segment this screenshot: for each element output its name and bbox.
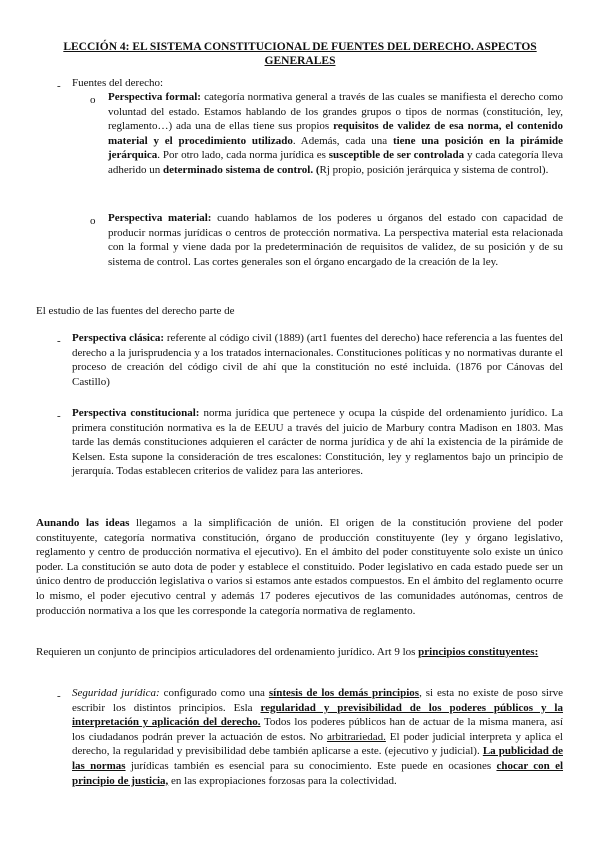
paragraph-aunando-ideas: Aunando las ideas llegamos a la simplificación de unión. El origen de la constitución proviene del poder constituyente, categoría normativa constitución, órgano de producción constituyente (ley y órgano legislativo, reglamento y centro de producción normativa el ejecutivo). En el ámbito del poder constituyente solo existe un único poder. La constitución se auto dota de poder y establece el constituido. Poder legislativo en cada estado puede ser un único dentro de producción legislativa o varios si estamos ante estados compuestos. En el ámbito del reglamento ocurre lo mismo, el poder ejecutivo central y además 17 poderes ejecutivos de las comunidades autónomas, centros de producción normativa a los que les corresponde la categoría normativa de reglamento. (36, 517, 564, 617)
section-heading-fuentes: Fuentes del derecho: (72, 77, 164, 89)
circle-bullet: o (90, 94, 96, 106)
term-principios-constituyentes: principios constituyentes: (418, 646, 539, 658)
paragraph-estudio-intro: El estudio de las fuentes del derecho parte de (36, 305, 235, 317)
dash-bullet: - (57, 80, 61, 92)
dash-bullet: - (57, 690, 61, 702)
term-aunando-ideas: Aunando las ideas (36, 517, 130, 529)
term-perspectiva-formal: Perspectiva formal: (108, 91, 201, 103)
paragraph-perspectiva-constitucional: Perspectiva constitucional: norma jurídica que pertenece y ocupa la cúspide del ordenamiento jurídico. La primera constitución normativa es la de EEUU a través del juicio de Marbury contra Madison en 1803. Mas tarde las demás constituciones adquieren el carácter de norma jurídica y de ahí la existencia de la pirámide de Kelsen. Esta supone la consideración de tres escalones: Constitución, ley y reglamentos bajo un principio de jerarquía. Todas establecen criterios de validez para las anteriores. (72, 407, 563, 478)
paragraph-perspectiva-clasica: Perspectiva clásica: referente al código civil (1889) (art1 fuentes del derecho) hace referencia a las fuentes del derecho a la jurisprudencia y a los tratados internacionales. Constituciones políticas y no normativas durante el proceso de creación del código civil de ahí que la constitución no esté incluida. (1876 por Cánovas del Castillo) (72, 332, 563, 388)
paragraph-seguridad-juridica: Seguridad jurídica: configurado como una síntesis de los demás principios, si esta no existe de poso sirve escribir los distintos principios. Esla regularidad y previsibilidad de los poderes públicos y la interpretación y aplicación del derecho. Todos los poderes públicos han de actuar de la misma manera, así los ciudadanos podrán prever la actuación de estos. No arbitrariedad. El poder judicial interpreta y aplica el derecho, la regularidad y previsibilidad debe también aplicarse a este. (ejecutivo y judicial). La publicidad de las normas jurídicas también es esencial para su conocimiento. Este puede en ocasiones chocar con el principio de justicia, en las expropiaciones forzosas para la colectividad. (72, 687, 564, 787)
circle-bullet: o (90, 215, 96, 227)
page-title: LECCIÓN 4: EL SISTEMA CONSTITUCIONAL DE FUENTES DEL DERECHO. ASPECTOS GENERALES (63, 41, 537, 67)
dash-bullet: - (57, 335, 61, 347)
term-perspectiva-material: Perspectiva material: (108, 212, 212, 224)
paragraph-perspectiva-formal: Perspectiva formal: categoría normativa general a través de las cuales se manifiesta el derecho como voluntad del estado. Estamos hablando de los grandes grupos o tipos de normas (constitución, ley, reglamento…) ada una de ellas tiene sus propios requisitos de validez de esa norma, el contenido material y el procedimiento utilizado. Además, cada una tiene una posición en la pirámide jerárquica. Por otro lado, cada norma jurídica es susceptible de ser controlada y cada categoría lleva adherido un determinado sistema de control. (Rj propio, posición jerárquica y sistema de control). (108, 91, 564, 176)
dash-bullet: - (57, 410, 61, 422)
term-perspectiva-clasica: Perspectiva clásica: (72, 332, 165, 344)
paragraph-perspectiva-material: Perspectiva material: cuando hablamos de los poderes u órganos del estado con capacidad de producir normas jurídicas o centros de protección normativa. La perspectiva material esta relacionada con la formal y viene dada por la predeterminación de requisitos de validez, de su posición y de su sistema de control. Las cortes generales son el órgano encargado de la creación de la ley. (108, 212, 564, 268)
term-perspectiva-constitucional: Perspectiva constitucional: (72, 407, 200, 419)
term-seguridad-juridica: Seguridad jurídica: (72, 687, 160, 699)
paragraph-requieren-principios: Requieren un conjunto de principios articuladores del ordenamiento jurídico. Art 9 los principios constituyentes: (36, 646, 539, 658)
